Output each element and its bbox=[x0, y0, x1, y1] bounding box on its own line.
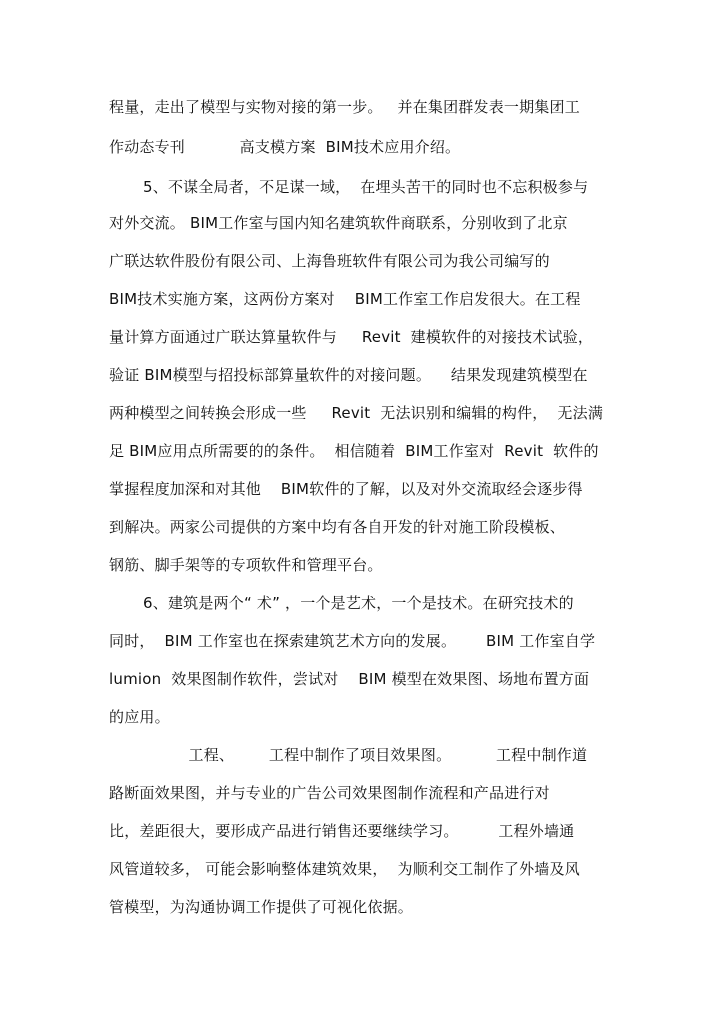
paragraph-5-first-line: 5、不谋全局者，不足谋一域， 在埋头苦干的同时也不忘积极参与 bbox=[143, 178, 589, 196]
text-line: 风管道较多， 可能会影响整体建筑效果， 为顺利交工制作了外墙及风 bbox=[109, 860, 580, 878]
text-line: 到解决。两家公司提供的方案中均有各自开发的针对施工阶段模板、 bbox=[109, 518, 566, 536]
text-line: 对外交流。 BIM工作室与国内知名建筑软件商联系，分别收到了北京 bbox=[109, 214, 568, 232]
text-line: 路断面效果图，并与专业的广告公司效果图制作流程和产品进行对 bbox=[109, 784, 550, 802]
text-line: 作动态专刊 高支模方案 BIM技术应用介绍。 bbox=[109, 138, 461, 156]
text-line: 比，差距很大，要形成产品进行销售还要继续学习。 工程外墙通 bbox=[109, 822, 575, 840]
text-line: BIM技术实施方案，这两份方案对 BIM工作室工作启发很大。在工程 bbox=[109, 290, 581, 308]
text-line: lumion 效果图制作软件，尝试对 BIM 模型在效果图、场地布置方面 bbox=[109, 670, 590, 688]
text-line: 量计算方面通过广联达算量软件与 Revit 建模软件的对接技术试验， bbox=[109, 328, 594, 346]
text-line: 程量，走出了模型与实物对接的第一步。 并在集团群发表一期集团工 bbox=[109, 98, 580, 116]
paragraph-6-first-line: 6、建筑是两个“ 术” ，一个是艺术，一个是技术。在研究技术的 bbox=[143, 594, 574, 612]
text-line: 验证 BIM模型与招投标部算量软件的对接问题。 结果发现建筑模型在 bbox=[109, 366, 588, 384]
text-line: 管模型，为沟通协调工作提供了可视化依据。 bbox=[109, 898, 414, 916]
text-line: 工程、 工程中制作了项目效果图。 工程中制作道 bbox=[109, 746, 588, 764]
text-line: 掌握程度加深和对其他 BIM软件的了解，以及对外交流取经会逐步得 bbox=[109, 480, 583, 498]
text-line: 足 BIM应用点所需要的的条件。 相信随着 BIM工作室对 Revit 软件的 bbox=[109, 442, 599, 460]
text-line: 同时， BIM 工作室也在探索建筑艺术方向的发展。 BIM 工作室自学 bbox=[109, 632, 596, 650]
text-line: 的应用。 bbox=[109, 708, 170, 726]
text-line: 两种模型之间转换会形成一些 Revit 无法识别和编辑的构件， 无法满 bbox=[109, 404, 604, 422]
text-line: 钢筋、脚手架等的专项软件和管理平台。 bbox=[109, 556, 383, 574]
text-line: 广联达软件股份有限公司、上海鲁班软件有限公司为我公司编写的 bbox=[109, 252, 550, 270]
